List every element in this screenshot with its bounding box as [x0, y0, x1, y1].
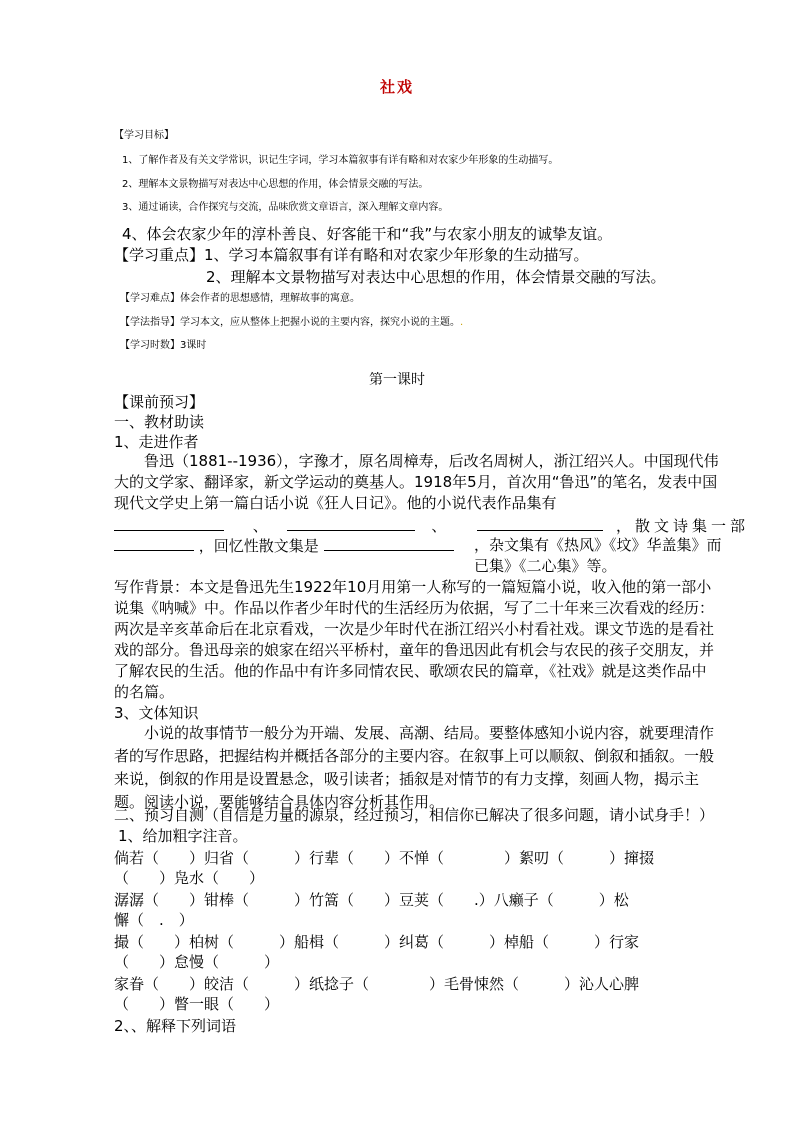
key-points-line-2: 2、理解本文景物描写对表达中心思想的作用，体会情景交融的写法。 [206, 268, 666, 286]
pinyin-row-1: 倘若（ ）归省（ ）行辈（ ）不惮（ ）絮叨（ ）撺掇 [114, 849, 655, 867]
method [120, 313, 463, 328]
duration: 【学习时数】3课时 [120, 340, 207, 351]
question-1: 1、给加粗字注音。 [118, 827, 248, 845]
separator: 、 [431, 517, 447, 535]
author-subheading: 1、走进作者 [114, 433, 199, 451]
objective-item-2: 2、理解本文景物描写对表达中心思想的作用，体会情景交融的写法。 [122, 179, 429, 190]
blanks-row-1 [114, 515, 749, 536]
answer-blank[interactable] [114, 516, 224, 531]
pinyin-row-8: （ ）瞥一眼（ ） [114, 995, 280, 1013]
essay-collections [474, 535, 722, 577]
pinyin-row-2: （ ）凫水（ ） [114, 869, 265, 887]
section-2-heading: 二、预习自测（自信是力量的源泉，经过预习，相信你已解决了很多问题，请小试身手！） [114, 806, 715, 824]
pinyin-row-7: 家眷（ ）皎洁（ ）纸捻子（ ）毛骨悚然（ ）沁人心脾 [114, 975, 640, 993]
answer-blank[interactable] [114, 536, 194, 551]
separator: 、 [252, 517, 268, 535]
answer-blank[interactable] [287, 516, 415, 531]
blanks-row-2 [114, 535, 454, 556]
objective-item-1 [122, 151, 558, 166]
pinyin-row-4: 懈（ . ） [114, 911, 194, 929]
difficulty: 【学习难点】体会作者的思想感情，理解故事的寓意。 [120, 293, 360, 304]
genre-paragraph: 小说的故事情节一般分为开端、发展、高潮、结局。要整体感知小说内容，就要理清作者的写作思路，把握结构并概括各部分的主要内容。在叙事上可以顺叙、倒叙和插叙。一般来说，倒叙的作用是设置悬念，吸引读者；插叙是对情节的有力支撑，刻画人物，揭示主题。阅读小说，要能够结合具体内容分析其作用。 [114, 724, 715, 811]
objective-item-1-text: 1、了解作者及有关文学常识，识记生字词，学习本篇叙事有详有略和对农家少年形象的生动描写。 [122, 155, 559, 166]
genre-subheading: 3、文体知识 [114, 704, 199, 722]
pinyin-row-5: 撮（ ）柏树（ ）船楫（ ）纠葛（ ）棹船（ ）行家 [114, 933, 640, 951]
prose-poetry-label: ，散文诗集一部 [615, 517, 749, 535]
question-2: 2、、解释下列词语 [114, 1017, 237, 1035]
objective-item-4: 4、体会农家少年的淳朴善良、好客能干和“我”与农家小朋友的诚挚友谊。 [122, 225, 613, 243]
author-intro-text: 鲁迅（1881--1936），字豫才，原名周樟寿，后改名周树人，浙江绍兴人。中国现代伟大的文学家、翻译家，新文学运动的奠基人。1918年5月，首次用“鲁迅”的笔名，发表中国现代文学史上第一篇白话小说《狂人日记》。他的小说代表作品集有 [114, 452, 719, 512]
preview-heading: 【课前预习】 [114, 393, 205, 411]
method-dot: . [460, 317, 464, 328]
objective-item-3: 3、通过诵读，合作探究与交流，品味欣赏文章语言，深入理解文章内容。 [122, 202, 449, 213]
answer-blank[interactable] [324, 536, 454, 551]
memoir-label: ，回忆性散文集是 [198, 537, 319, 555]
page-title: 社戏 [379, 78, 414, 96]
method-text: 【学法指导】学习本文，应从整体上把握小说的主要内容，探究小说的主题。 [120, 317, 460, 328]
pinyin-row-6: （ ）怠慢（ ） [114, 953, 280, 971]
essay-collections-text: ，杂文集有《热风》《坟》华盖集》而已集》《二心集》等。 [474, 536, 722, 575]
pinyin-row-3: 潺潺（ ）钳棒（ ）竹篙（ ）豆荚（ .）八癞子（ ）松 [114, 891, 629, 909]
section-1-heading: 一、教材助读 [114, 413, 205, 431]
background-paragraph: 写作背景：本文是鲁迅先生1922年10月用第一人称写的一篇短篇小说，收入他的第一部小说集《呐喊》中。作品以作者少年时代的生活经历为依据，写了二十年来三次看戏的经历：两次是辛亥革命后在北京看戏，一次是少年时代在浙江绍兴小村看社戏。课文节选的是看社戏的部分。鲁迅母亲的娘家在绍兴平桥村，童年的鲁迅因此有机会与农民的孩子交朋友，并了解农民的生活。他的作品中有许多同情农民、歌颂农民的篇章，《社戏》就是这类作品中的名篇。 [114, 578, 715, 701]
author-paragraph [114, 451, 720, 514]
answer-blank[interactable] [477, 516, 603, 531]
objectives-heading: 【学习目标】 [114, 130, 174, 141]
key-points-line-1: 【学习重点】1、学习本篇叙事有详有略和对农家少年形象的生动描写。 [114, 246, 589, 264]
lesson-title: 第一课时 [369, 372, 425, 388]
